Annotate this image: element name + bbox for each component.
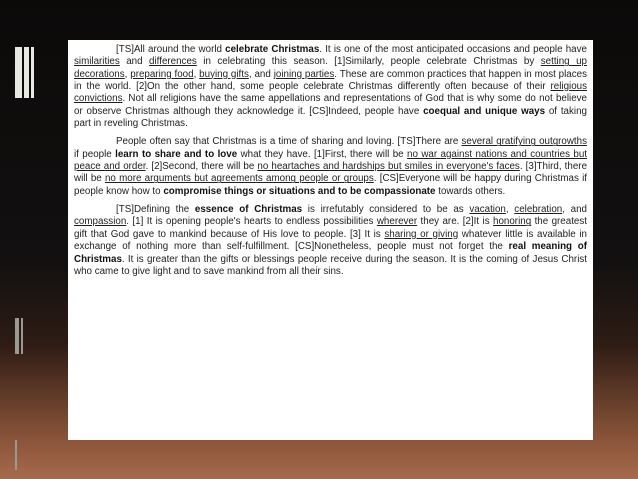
underlined-phrase: celebration [514, 204, 563, 216]
underlined-phrase: several gratifying outgrowths [461, 136, 587, 148]
underlined-phrase: preparing food [130, 68, 194, 80]
underlined-phrase: no war against nations and countries but peace and order [74, 148, 587, 173]
text-run: and [119, 56, 150, 68]
bold-phrase: essence of Christmas [194, 204, 303, 216]
text-run: . [3]Third, there will be [74, 161, 588, 185]
underlined-phrase: vacation [469, 204, 506, 216]
underlined-phrase: religious convictions [74, 81, 587, 105]
text-run: . [CS]Everyone will be happy during Christmas if people know how to [74, 173, 587, 197]
text-run: whatever little is available in exchange of nothing more than self-fulfillment. [CS]Nonetheless, people must not forget the [74, 228, 587, 253]
text-run: . [1] It is opening people's hearts to endless possibilities [126, 216, 377, 228]
underlined-phrase: no heartaches and hardships but smiles in everyone's faces [257, 161, 520, 173]
decorative-bar-top-3 [31, 47, 34, 98]
text-run: People often say that Christmas is a time of sharing and loving. [TS]There are [116, 136, 462, 148]
underlined-phrase: no more arguments but agreements among people or groups [104, 173, 374, 185]
text-run: of taking part in reveling Christmas. [74, 105, 587, 130]
underlined-phrase: similarities [74, 56, 120, 68]
text-run: towards others. [435, 185, 506, 197]
text-run: the greatest gift that God gave to mankind because of His love to people. [3] It is [74, 216, 587, 240]
underlined-phrase: joining parties [273, 68, 335, 80]
text-run: [TS]Defining the [116, 204, 195, 216]
paragraph-2 [74, 136, 587, 198]
text-run: , and [562, 204, 587, 216]
text-run: in celebrating this season. [1]Similarly, people celebrate Christmas by [196, 56, 541, 68]
text-run: , [505, 204, 515, 216]
bold-phrase: learn to share and to love [115, 148, 238, 160]
decorative-bar-mid-2 [21, 318, 23, 354]
text-run: is irrefutably considered to be as [302, 204, 470, 216]
paragraph-3 [74, 204, 587, 278]
decorative-bar-bottom [15, 440, 17, 470]
underlined-phrase: differences [149, 56, 197, 68]
text-run: , and [248, 68, 274, 80]
decorative-bar-top-2 [24, 47, 29, 98]
text-run: . It is greater than the gifts or blessings people receive during the season. It is the coming of Jesus Christ who came to give light and to save mankind from all their sins. [74, 253, 587, 277]
bold-phrase: real meaning of Christmas [74, 241, 588, 265]
text-run: what they have. [1]First, there will be [237, 148, 408, 160]
text-run: [TS]All around the world [116, 44, 226, 55]
underlined-phrase: buying gifts [199, 68, 249, 80]
text-run: . It is one of the most anticipated occasions and people have [319, 44, 587, 55]
text-run: . [2]Second, there will be [145, 161, 258, 173]
underlined-phrase: compassion [74, 216, 127, 228]
underlined-phrase: setting up decorations [74, 56, 588, 80]
bold-phrase: compromise things or situations and to be compassionate [163, 185, 436, 197]
text-run: , [124, 68, 131, 80]
text-run: , [193, 68, 200, 80]
decorative-bar-mid-1 [15, 318, 19, 354]
bold-phrase: coequal and unique ways [423, 105, 546, 117]
essay-document [68, 40, 593, 440]
underlined-phrase: wherever [376, 216, 418, 228]
underlined-phrase: honoring [493, 216, 532, 228]
text-run: they are. [2]It is [417, 216, 494, 228]
paragraph-1 [74, 44, 587, 130]
bold-phrase: celebrate Christmas [225, 44, 320, 55]
underlined-phrase: sharing or giving [384, 228, 459, 240]
text-run: if people [74, 148, 116, 160]
text-run: . These are common practices that happen in most places in the world. [2]On the other hand, some people celebrate Christmas differently often because of their [74, 68, 588, 93]
decorative-bar-top-1 [15, 47, 22, 98]
text-run: . Not all religions have the same appellations and representations of God that is why some do not believe or observe Christmas although they acknowledge it. [CS]Indeed, people have [74, 93, 587, 117]
